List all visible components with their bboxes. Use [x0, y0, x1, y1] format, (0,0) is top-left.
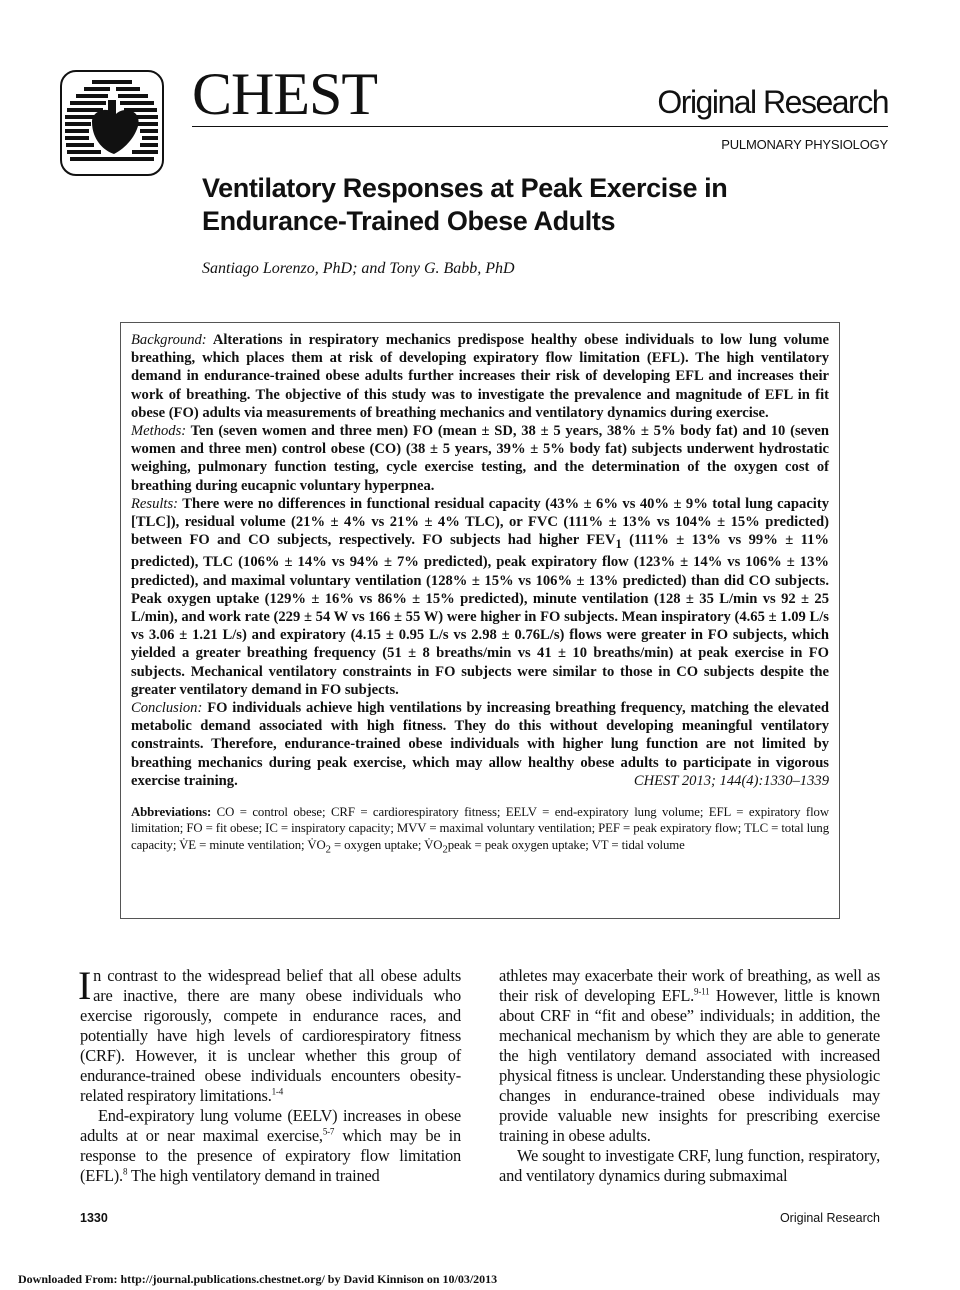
download-notice: Downloaded From: http://journal.publications.chestnet.org/ by David Kinnison on 10/03/2013	[18, 1272, 498, 1286]
footer-label: Original Research	[779, 1211, 880, 1225]
article-citation: CHEST 2013; 144(4):1330–1339	[633, 772, 829, 789]
abbreviations-text-3: peak = peak oxygen uptake; VT = tidal volume	[447, 837, 685, 852]
background-label: Background:	[131, 332, 207, 348]
abbrev-subscript: 2	[442, 844, 448, 856]
body-column-right	[499, 966, 880, 1186]
body-paragraph-3: We sought to investigate CRF, lung function, respiratory, and ventilatory dynamics during submaximal	[499, 1146, 880, 1185]
article-title: Ventilatory Responses at Peak Exercise in Endurance-Trained Obese Adults	[202, 173, 728, 236]
article-authors: Santiago Lorenzo, PhD; and Tony G. Babb, PhD	[202, 260, 515, 277]
reference-marker: 1-4	[271, 1086, 283, 1097]
conclusion-label: Conclusion:	[131, 699, 203, 716]
header-rule	[192, 126, 888, 127]
drop-cap: I	[78, 963, 92, 1008]
body-paragraph-2	[80, 1106, 461, 1186]
reference-marker: 9-11	[694, 986, 710, 997]
methods-text: Ten (seven women and three men) FO (mean ± SD, 38 ± 5 years, 38% ± 5% body fat) and 10 (seven women and three men) control obese (CO) (38 ± 5 years, 39% ± 5% body fat) subjects underwent hydrostatic weighing, pulmonary function testing, cycle exercise testing, and the determination of the oxygen cost of breathing during eucapnic voluntary hyperpnea.	[131, 423, 829, 494]
paragraph-2-text-c-right: athletes may exacerbate their work of breathing, as well as their risk of developing EFL.	[499, 966, 880, 1005]
paragraph-2-text-c: The high ventilatory demand in trained	[127, 1166, 380, 1185]
page-number: 1330	[80, 1211, 108, 1225]
section-label: Original Research	[657, 84, 888, 120]
background-text: Alterations in respiratory mechanics predispose healthy obese individuals to low lung volume breathing, which places them at risk of developing expiratory flow limitation (EFL). The high ventilatory demand in endurance-trained obese adults further increases their risk of developing EFL and increases their work of breathing. The objective of this study was to investigate the prevalence and magnitude of EFL in fit obese (FO) adults via measurements of breathing mechanics and ventilatory dynamics during exercise.	[131, 332, 829, 421]
subsection-label: PULMONARY PHYSIOLOGY	[721, 137, 888, 152]
conclusion-text: FO individuals achieve high ventilations by increasing breathing frequency, matching the elevated metabolic demand associated with high fitness. They do this without developing meaningful ventilatory constraints. Therefore, endurance-trained obese individuals with higher lung function are not limited by breathing mechanics during peak exercise, which may allow healthy obese adults to participate in vigorous exercise training.	[131, 699, 829, 789]
methods-label: Methods:	[131, 423, 187, 440]
abbreviations-text-2: = oxygen uptake; V̇O	[330, 837, 443, 852]
body-paragraph-1	[78, 963, 461, 1106]
abbrev-subscript: 2	[325, 844, 331, 856]
journal-name: CHEST	[192, 61, 378, 127]
abbreviations-text: CO = control obese; CRF = cardiorespiratory fitness; EELV = end-expiratory lung volume; EFL = expiratory flow limitation; FO = fit obese; IC = inspiratory capacity; MVV = maximal voluntary ventilation; PEF = peak expiratory flow; TLC = total lung capacity; V̇E = minute ventilation; V̇O	[131, 804, 830, 852]
results-text-continued: (111% ± 13% vs 99% ± 11% predicted), TLC (106% ± 14% vs 94% ± 7% predicted), peak expiratory flow (123% ± 14% vs 106% ± 13% predicted), and maximal voluntary ventilation (128% ± 15% vs 106% ± 13% predicted) than did CO subjects. Peak oxygen uptake (129% ± 16% vs 86% ± 15% predicted), minute ventilation (128 ± 35 L/min vs 92 ± 25 L/min), and work rate (229 ± 54 W vs 166 ± 55 W) were higher in FO subjects. Mean inspiratory (4.65 ± 1.09 L/s vs 3.06 ± 1.21 L/s) and expiratory (4.15 ± 0.95 L/s vs 2.98 ± 0.76L/s) flows were greater in FO subjects, which yielded a greater breathing frequency (51 ± 8 breaths/min vs 41 ± 10 breaths/min) at peak exercise in FO subjects. Mechanical ventilatory constraints in FO subjects were similar to those in CO subjects despite the greater ventilatory demand in FO subjects.	[131, 532, 830, 698]
fev-subscript: 1	[615, 537, 622, 552]
results-text: There were no differences in functional residual capacity (43% ± 6% vs 40% ± 9% total lung capacity [TLC]), residual volume (21% ± 4% vs 21% ± 4% TLC), or FVC (111% ± 13% vs 104% ± 15% predicted) between FO and CO subjects, respectively. FO subjects had higher FEV	[131, 495, 830, 549]
abbreviations-label: Abbreviations:	[131, 804, 212, 819]
abstract-box	[120, 322, 840, 919]
body-column-left	[78, 963, 462, 1186]
paragraph-2-text-b: which may be in response to the presence of expiratory flow limitation (EFL).	[80, 1126, 462, 1185]
body-paragraph-2-continued	[499, 966, 880, 1146]
paragraph-2-text: End-expiratory lung volume (EELV) increases in obese adults at or near maximal exercise,	[80, 1106, 461, 1145]
lungs-heart-icon	[62, 72, 162, 174]
abstract-text	[131, 331, 829, 790]
paragraph-1-text: n contrast to the widespread belief that all obese adults are inactive, there are many obese individuals who exercise rigorously, compete in endurance races, and potentially have high levels of cardiorespiratory fitness (CRF). However, it is unclear whether this group of endurance-trained obese individuals encounters obesity-related respiratory limitations.	[80, 966, 461, 1105]
abbreviations	[131, 804, 829, 859]
reference-marker: 8	[122, 1166, 128, 1177]
journal-logo	[60, 70, 164, 176]
reference-marker: 5-7	[322, 1126, 335, 1137]
paragraph-2-text-d: However, little is known about CRF in “fit and obese” individuals; in addition, the mechanical mechanism by which they are able to generate the high ventilatory demand associated with increased physical fitness is unclear. Understanding these physiologic changes in endurance-trained obese individuals may provide valuable new insights for prescribing exercise training in obese adults.	[499, 986, 880, 1145]
results-label: Results:	[131, 495, 179, 512]
